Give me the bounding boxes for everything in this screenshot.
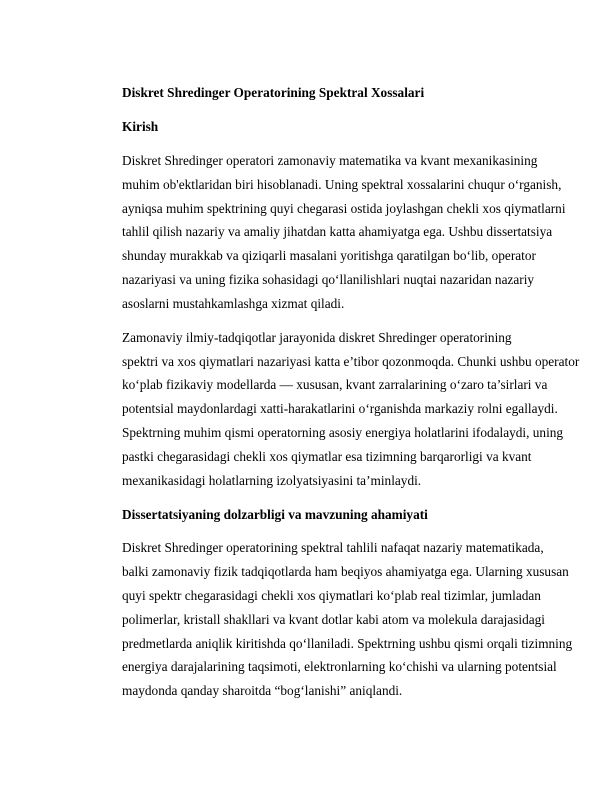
text-line: Spektrning muhim qismi operatorning asosiy energiya holatlarini ifodalaydi, uning (122, 424, 564, 440)
text-line: ko‘plab fizikaviy modellarda — xususan, kvant zarralarining o‘zaro ta’sirlari va (122, 377, 548, 393)
text-line: predmetlarda aniqlik kiritishda qo‘llaniladi. Spektrning ushbu qismi orqali tizimning (122, 635, 573, 651)
text-line: mexanikasidagi holatlarning izolyatsiyasini ta’minlaydi. (122, 472, 422, 488)
text-line: polimerlar, kristall shakllari va kvant dotlar kabi atom va molekula darajasidagi (122, 611, 545, 627)
text-line: Zamonaviy ilmiy-tadqiqotlar jarayonida diskret Shredinger operatorining (122, 329, 512, 345)
text-line: nazariyasi va uning fizika sohasidagi qo‘llanilishlari nuqtai nazaridan nazariy (122, 271, 535, 287)
text-line: potentsial maydonlardagi xatti-harakatlarini o‘rganishda markaziy rolni egallaydi. (122, 401, 558, 417)
text-line: balki zamonaviy fizik tadqiqotlarda ham beqiyos ahamiyatga ega. Ularning xususan (122, 564, 569, 580)
paragraph-research (86, 326, 580, 493)
text-line: energiya darajalarining taqsimoti, elektronlarning ko‘chishi va ularning potentsial (122, 659, 557, 675)
text-line: Diskret Shredinger operatori zamonaviy matematika va kvant mexanikasining (122, 152, 538, 168)
document-title: Diskret Shredinger Operatorining Spektral Xossalari (122, 85, 425, 100)
paragraph-intro (86, 149, 572, 316)
section-heading-relevance: Dissertatsiyaning dolzarbligi va mavzuning ahamiyati (122, 506, 428, 522)
text-line: spektri va xos qiymatlari nazariyasi katta e’tibor qozonmoqda. Chunki ushbu operator (122, 353, 580, 369)
text-line: Diskret Shredinger operatorining spektral tahlili nafaqat nazariy matematikada, (122, 540, 544, 556)
text-line: pastki chegarasidagi chekli xos qiymatlar esa tizimning barqarorligi va kvant (122, 448, 532, 464)
text-line: maydonda qanday sharoitda “bog‘lanishi” aniqlandi. (122, 683, 403, 699)
text-line: ayniqsa muhim spektrining quyi chegarasi ostida joylashgan chekli xos qiymatlarni (122, 200, 566, 216)
section-heading-intro: Kirish (122, 118, 159, 134)
document-body (86, 81, 580, 713)
text-line: muhim ob'ektlaridan biri hisoblanadi. Uning spektral xossalarini chuqur o‘rganish, (122, 176, 562, 192)
text-line: quyi spektr chegarasidagi chekli xos qiymatlari ko‘plab real tizimlar, jumladan (122, 588, 541, 604)
paragraph-relevance (86, 536, 572, 703)
text-line: shunday murakkab va qiziqarli masalani yoritishga qaratilgan bo‘lib, operator (122, 248, 536, 264)
text-line: asoslarni mustahkamlashga xizmat qiladi. (122, 295, 345, 311)
text-line: tahlil qilish nazariy va amaliy jihatdan katta ahamiyatga ega. Ushbu dissertatsiya (122, 224, 553, 240)
